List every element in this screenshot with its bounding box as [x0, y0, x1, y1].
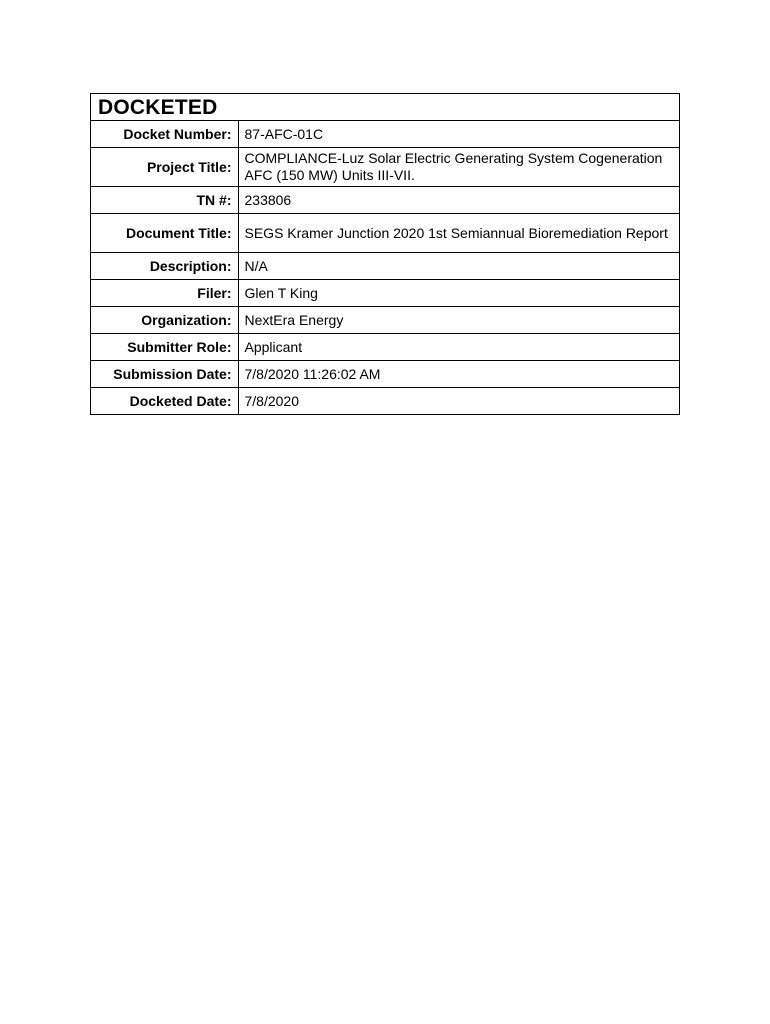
description-label: Description: — [91, 253, 238, 280]
row-submitter-role — [91, 334, 679, 361]
row-document-title — [91, 214, 679, 253]
row-tn-number — [91, 187, 679, 214]
document-title-value: SEGS Kramer Junction 2020 1st Semiannual Bioremediation Report — [238, 214, 679, 253]
docketed-date-value: 7/8/2020 — [238, 388, 679, 415]
filer-value: Glen T King — [238, 280, 679, 307]
project-title-value: COMPLIANCE-Luz Solar Electric Generating System Cogeneration AFC (150 MW) Units III-VII. — [238, 148, 679, 187]
row-project-title — [91, 148, 679, 187]
docket-cover-sheet — [90, 93, 680, 415]
row-docketed-date — [91, 388, 679, 415]
tn-number-value: 233806 — [238, 187, 679, 214]
docket-metadata-table — [91, 121, 679, 414]
row-organization — [91, 307, 679, 334]
submission-date-label: Submission Date: — [91, 361, 238, 388]
organization-value: NextEra Energy — [238, 307, 679, 334]
docketed-date-label: Docketed Date: — [91, 388, 238, 415]
submitter-role-value: Applicant — [238, 334, 679, 361]
document-title-label: Document Title: — [91, 214, 238, 253]
row-docket-number — [91, 121, 679, 148]
docketed-heading: DOCKETED — [91, 94, 679, 121]
project-title-label: Project Title: — [91, 148, 238, 187]
filer-label: Filer: — [91, 280, 238, 307]
submitter-role-label: Submitter Role: — [91, 334, 238, 361]
description-value: N/A — [238, 253, 679, 280]
organization-label: Organization: — [91, 307, 238, 334]
submission-date-value: 7/8/2020 11:26:02 AM — [238, 361, 679, 388]
row-filer — [91, 280, 679, 307]
tn-number-label: TN #: — [91, 187, 238, 214]
docket-number-value: 87-AFC-01C — [244, 125, 324, 142]
row-description — [91, 253, 679, 280]
docket-number-label: Docket Number: — [91, 121, 238, 148]
row-submission-date — [91, 361, 679, 388]
